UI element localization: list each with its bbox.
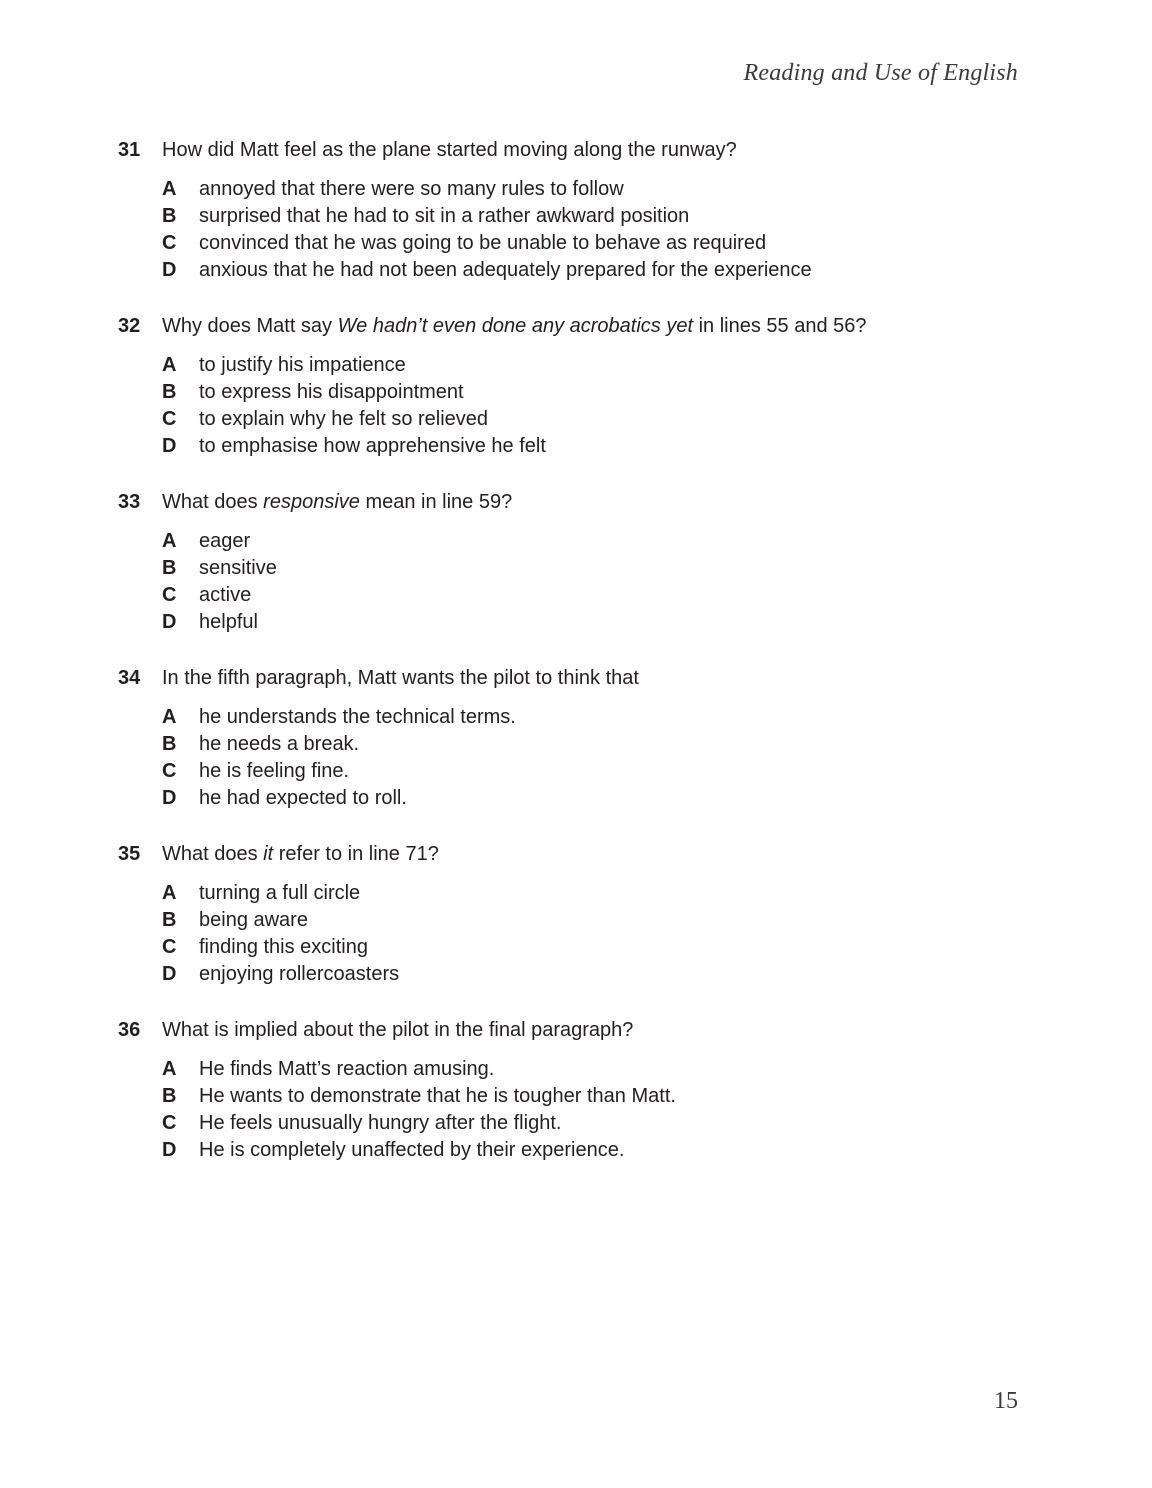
option-c	[162, 230, 812, 257]
stem-text: What does	[162, 843, 264, 865]
option-text: He wants to demonstrate that he is tougher than Matt.	[199, 1085, 676, 1107]
option-letter: C	[162, 760, 177, 782]
stem-text: How did Matt feel as the plane started moving along the runway?	[162, 139, 737, 161]
option-b	[162, 907, 399, 934]
option-letter: C	[162, 232, 177, 254]
option-d	[162, 257, 812, 284]
question-number: 33	[118, 491, 141, 513]
stem-text-after: mean in line 59?	[359, 491, 513, 513]
option-letter: D	[162, 259, 177, 281]
option-text: eager	[199, 530, 251, 552]
option-letter: C	[162, 1112, 177, 1134]
option-text: enjoying rollercoasters	[199, 963, 400, 985]
option-a	[162, 704, 516, 731]
option-list	[162, 352, 546, 460]
option-letter: D	[162, 435, 177, 457]
question-number: 36	[118, 1019, 141, 1041]
question-number: 31	[118, 139, 141, 161]
option-c	[162, 934, 399, 961]
option-list	[162, 704, 516, 812]
question-stem	[162, 840, 439, 868]
question-33	[0, 488, 1152, 664]
option-b	[162, 203, 812, 230]
option-text: sensitive	[199, 557, 277, 579]
option-list	[162, 528, 277, 636]
option-list	[162, 176, 812, 284]
option-d	[162, 609, 277, 636]
option-b	[162, 379, 546, 406]
option-letter: A	[162, 178, 177, 200]
option-letter: B	[162, 909, 177, 931]
question-32	[0, 312, 1152, 488]
option-text: to express his disappointment	[199, 381, 464, 403]
option-letter: A	[162, 706, 177, 728]
option-text: convinced that he was going to be unable to behave as required	[199, 232, 767, 254]
option-list	[162, 1056, 676, 1164]
stem-text-after: refer to in line 71?	[273, 843, 439, 865]
question-stem	[162, 664, 639, 692]
option-c	[162, 1110, 676, 1137]
question-36	[0, 1016, 1152, 1192]
option-letter: A	[162, 882, 177, 904]
stem-text: What is implied about the pilot in the final paragraph?	[162, 1019, 634, 1041]
question-35	[0, 840, 1152, 1016]
option-text: annoyed that there were so many rules to follow	[199, 178, 624, 200]
option-b	[162, 555, 277, 582]
option-text: he needs a break.	[199, 733, 360, 755]
stem-text-after: in lines 55 and 56?	[693, 315, 867, 337]
option-letter: B	[162, 557, 177, 579]
option-letter: C	[162, 584, 177, 606]
option-c	[162, 582, 277, 609]
option-text: He is completely unaffected by their experience.	[199, 1139, 625, 1161]
option-a	[162, 352, 546, 379]
option-text: helpful	[199, 611, 258, 633]
option-letter: B	[162, 381, 177, 403]
question-number: 34	[118, 667, 141, 689]
option-c	[162, 758, 516, 785]
question-31	[0, 136, 1152, 312]
option-text: to emphasise how apprehensive he felt	[199, 435, 546, 457]
stem-quote: responsive	[263, 491, 360, 513]
option-text: he understands the technical terms.	[199, 706, 516, 728]
option-text: surprised that he had to sit in a rather awkward position	[199, 205, 690, 227]
option-b	[162, 731, 516, 758]
option-text: turning a full circle	[199, 882, 361, 904]
option-text: He feels unusually hungry after the flight.	[199, 1112, 562, 1134]
option-c	[162, 406, 546, 433]
option-letter: B	[162, 733, 177, 755]
option-a	[162, 528, 277, 555]
option-d	[162, 785, 516, 812]
question-34	[0, 664, 1152, 840]
option-text: to explain why he felt so relieved	[199, 408, 489, 430]
option-d	[162, 961, 399, 988]
option-letter: A	[162, 530, 177, 552]
option-b	[162, 1083, 676, 1110]
question-stem	[162, 312, 867, 340]
stem-quote: We hadn’t even done any acrobatics yet	[337, 315, 694, 337]
question-number: 35	[118, 843, 141, 865]
option-letter: B	[162, 1085, 177, 1107]
page-number: 15	[994, 1388, 1018, 1414]
option-a	[162, 1056, 676, 1083]
option-letter: B	[162, 205, 177, 227]
option-text: he had expected to roll.	[199, 787, 407, 809]
stem-text: Why does Matt say	[162, 315, 338, 337]
question-list	[0, 136, 1152, 1192]
option-letter: D	[162, 787, 177, 809]
option-d	[162, 433, 546, 460]
running-header: Reading and Use of English	[743, 60, 1018, 86]
option-text: anxious that he had not been adequately prepared for the experience	[199, 259, 812, 281]
option-text: He finds Matt’s reaction amusing.	[199, 1058, 495, 1080]
option-a	[162, 176, 812, 203]
stem-quote: it	[263, 843, 274, 865]
stem-text: In the fifth paragraph, Matt wants the pilot to think that	[162, 667, 639, 689]
option-d	[162, 1137, 676, 1164]
question-stem	[162, 1016, 633, 1044]
option-list	[162, 880, 399, 988]
option-text: finding this exciting	[199, 936, 368, 958]
option-letter: A	[162, 1058, 177, 1080]
question-number: 32	[118, 315, 141, 337]
question-stem	[162, 488, 512, 516]
option-text: he is feeling fine.	[199, 760, 350, 782]
option-text: to justify his impatience	[199, 354, 406, 376]
option-letter: D	[162, 963, 177, 985]
option-text: active	[199, 584, 252, 606]
option-letter: D	[162, 1139, 177, 1161]
option-letter: C	[162, 936, 177, 958]
stem-text: What does	[162, 491, 264, 513]
option-letter: D	[162, 611, 177, 633]
option-a	[162, 880, 399, 907]
question-stem	[162, 136, 737, 164]
option-letter: A	[162, 354, 177, 376]
option-letter: C	[162, 408, 177, 430]
option-text: being aware	[199, 909, 308, 931]
